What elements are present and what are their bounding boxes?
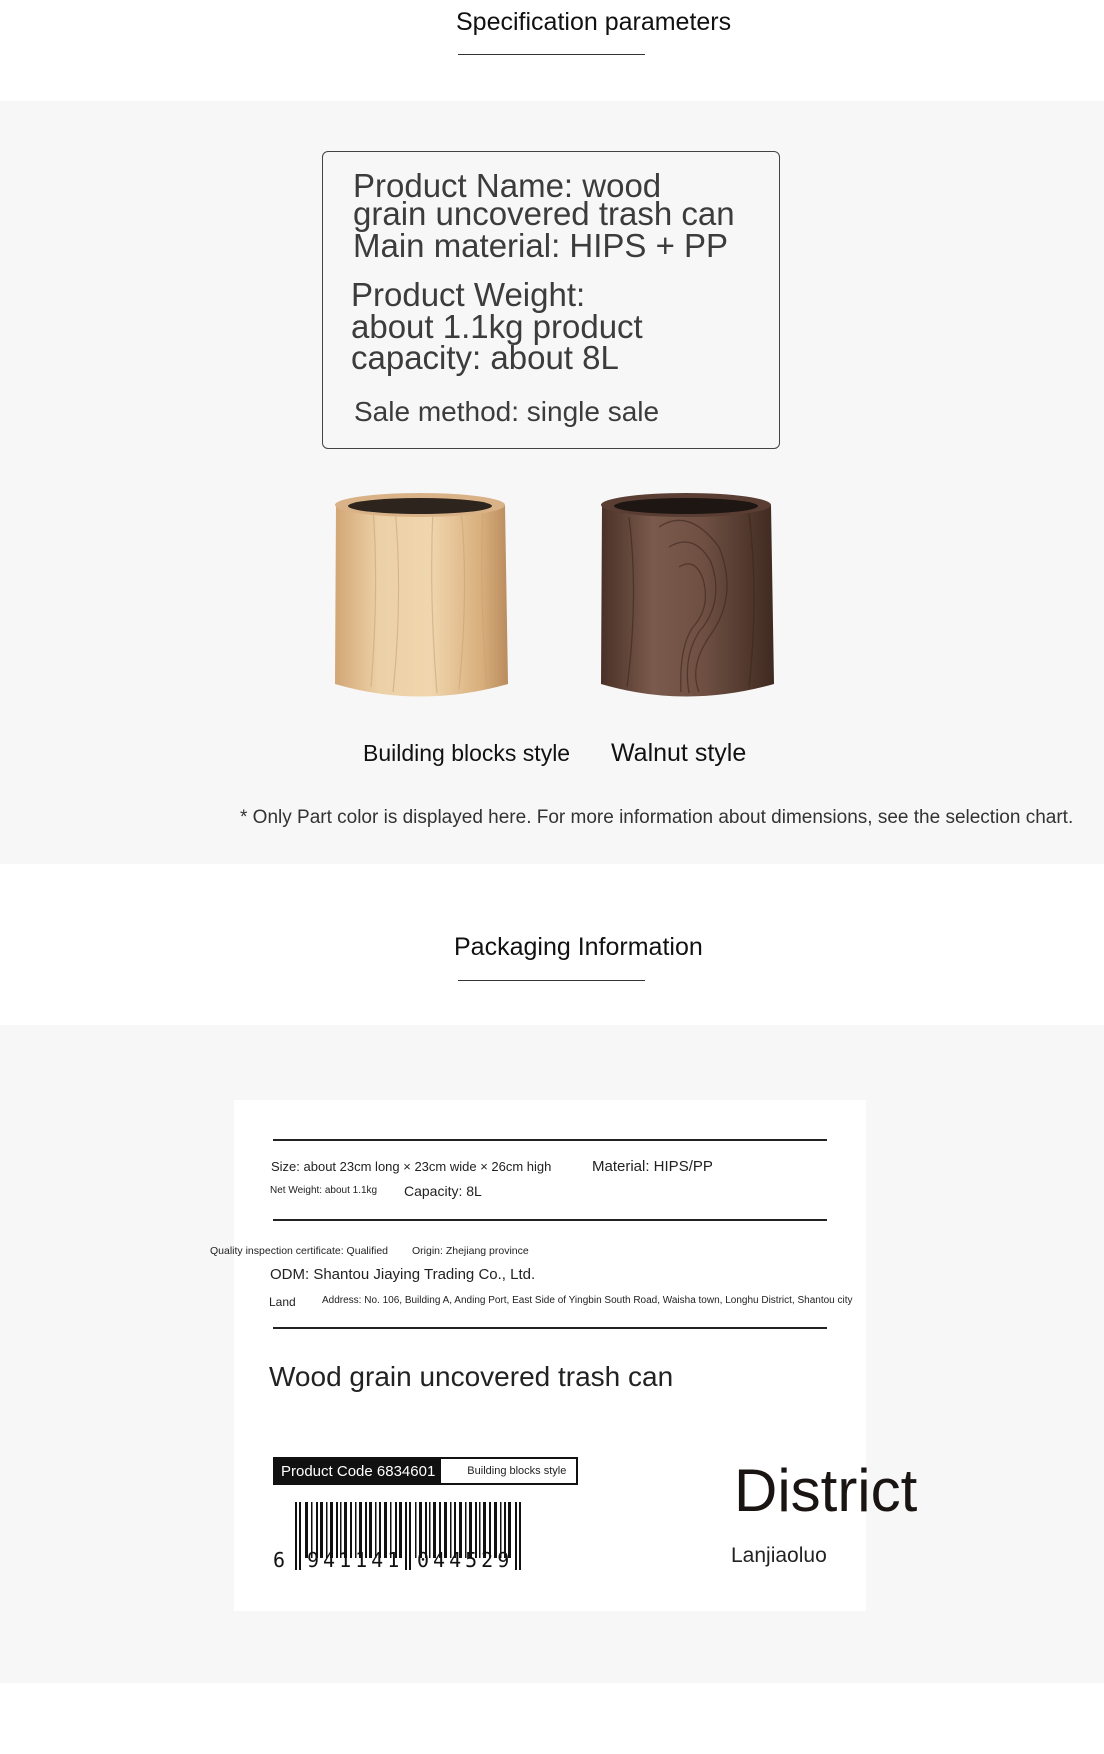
product-code-style: Building blocks style bbox=[441, 1459, 576, 1483]
label-land: Land bbox=[269, 1295, 296, 1309]
label-origin: Origin: Zhejiang province bbox=[412, 1245, 529, 1257]
label-product-title: Wood grain uncovered trash can bbox=[269, 1361, 674, 1392]
building-blocks-style-label: Building blocks style bbox=[363, 740, 571, 766]
spec-sale-method: Sale method: single sale bbox=[354, 396, 660, 427]
label-divider-middle bbox=[273, 1219, 827, 1221]
walnut-can-image bbox=[599, 487, 774, 701]
label-divider-bottom bbox=[273, 1327, 827, 1329]
brand-district: District bbox=[734, 1457, 918, 1524]
spec-weight-line2: about 1.1kg product bbox=[351, 308, 643, 345]
label-quality-certificate: Quality inspection certificate: Qualified bbox=[210, 1245, 389, 1257]
label-capacity: Capacity: 8L bbox=[404, 1183, 482, 1199]
barcode-right-digits: 044529 bbox=[417, 1548, 514, 1572]
spec-product-name-line2: grain uncovered trash can bbox=[353, 195, 735, 232]
packaging-section-title: Packaging Information bbox=[454, 933, 703, 961]
building-blocks-can-image bbox=[333, 487, 508, 701]
spec-section-title: Specification parameters bbox=[456, 8, 732, 36]
spec-material: Main material: HIPS + PP bbox=[353, 227, 729, 264]
barcode-left-digits: 941141 bbox=[307, 1548, 404, 1572]
label-size: Size: about 23cm long × 23cm wide × 26cm high bbox=[271, 1159, 552, 1174]
spec-product-name-line1: Product Name: wood bbox=[353, 167, 662, 204]
brand-lanjiaoluo: Lanjiaoluo bbox=[731, 1544, 827, 1567]
label-net-weight: Net Weight: about 1.1kg bbox=[270, 1185, 378, 1196]
label-divider-top bbox=[273, 1139, 827, 1141]
label-material: Material: HIPS/PP bbox=[592, 1158, 713, 1175]
color-note: * Only Part color is displayed here. For more information about dimensions, see the selection chart. bbox=[240, 807, 1074, 828]
walnut-style-label: Walnut style bbox=[611, 739, 747, 767]
product-code: Product Code 6834601 bbox=[275, 1459, 441, 1483]
product-code-header bbox=[273, 1457, 578, 1485]
spec-title-underline bbox=[458, 54, 645, 55]
label-odm: ODM: Shantou Jiaying Trading Co., Ltd. bbox=[270, 1266, 536, 1283]
spec-weight-line1: Product Weight: bbox=[351, 276, 586, 313]
barcode-first-digit: 6 bbox=[273, 1548, 286, 1572]
label-address: Address: No. 106, Building A, Anding Port, East Side of Yingbin South Road, Waisha town, Longhu District, Shantou city bbox=[322, 1295, 853, 1306]
spec-capacity: capacity: about 8L bbox=[351, 339, 619, 376]
packaging-title-underline bbox=[458, 980, 645, 981]
